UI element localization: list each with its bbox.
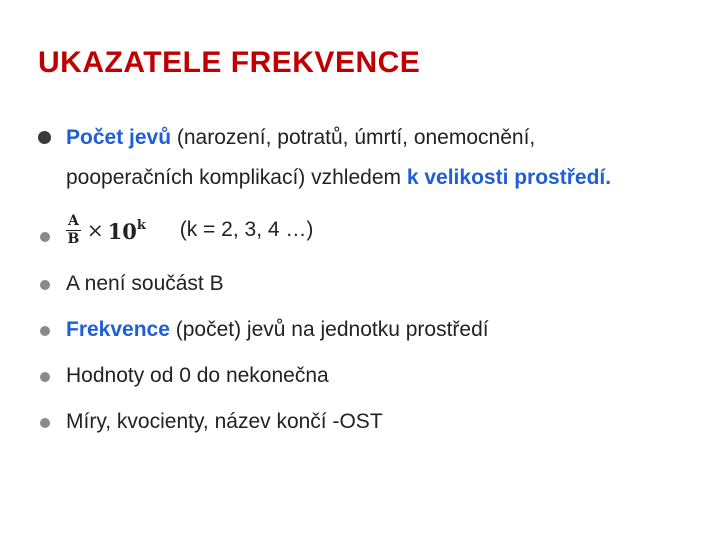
bullet-item-count-of-events [38, 118, 708, 202]
exponent-range: (k = 2, 3, 4 …) [179, 217, 314, 241]
bullet-text: Míry, kvocienty, název končí -OST [66, 410, 383, 433]
fraction [66, 213, 81, 248]
highlight-term: Počet jevů [66, 126, 172, 149]
bullet-icon [40, 280, 50, 290]
bullet-item-not-part [38, 264, 708, 310]
bullet-icon [40, 372, 50, 382]
bullet-icon [40, 418, 50, 428]
fraction-numerator: A [68, 212, 79, 229]
bullet-line-1 [66, 118, 708, 158]
formula [66, 208, 146, 252]
times-sign: × [86, 218, 104, 242]
bullet-text: (narození, potratů, úmrtí, onemocnění, [171, 126, 536, 149]
power-of-ten [108, 208, 146, 252]
bullet-text: A není součást B [66, 272, 224, 295]
bullet-icon [40, 232, 50, 242]
bullet-item-frequency [38, 310, 708, 356]
highlight-term: k velikosti prostředí. [406, 166, 612, 189]
highlight-term: Frekvence [66, 318, 170, 341]
bullet-item-values [38, 356, 708, 402]
slide-title: UKAZATELE FREKVENCE [38, 46, 421, 79]
bullet-text: Hodnoty od 0 do nekonečna [66, 364, 329, 387]
bullet-item-formula [38, 208, 708, 264]
bullet-icon [38, 131, 51, 144]
base-ten: 10 [107, 219, 137, 244]
fraction-denominator: B [67, 230, 80, 247]
bullet-icon [40, 326, 50, 336]
exponent: k [136, 218, 146, 233]
bullet-line-2 [66, 158, 708, 198]
bullet-text: pooperačních komplikací) vzhledem [66, 166, 407, 189]
bullet-item-rates [38, 402, 708, 448]
bullet-text: (počet) jevů na jednotku prostředí [169, 318, 489, 341]
bullet-list [38, 118, 708, 448]
